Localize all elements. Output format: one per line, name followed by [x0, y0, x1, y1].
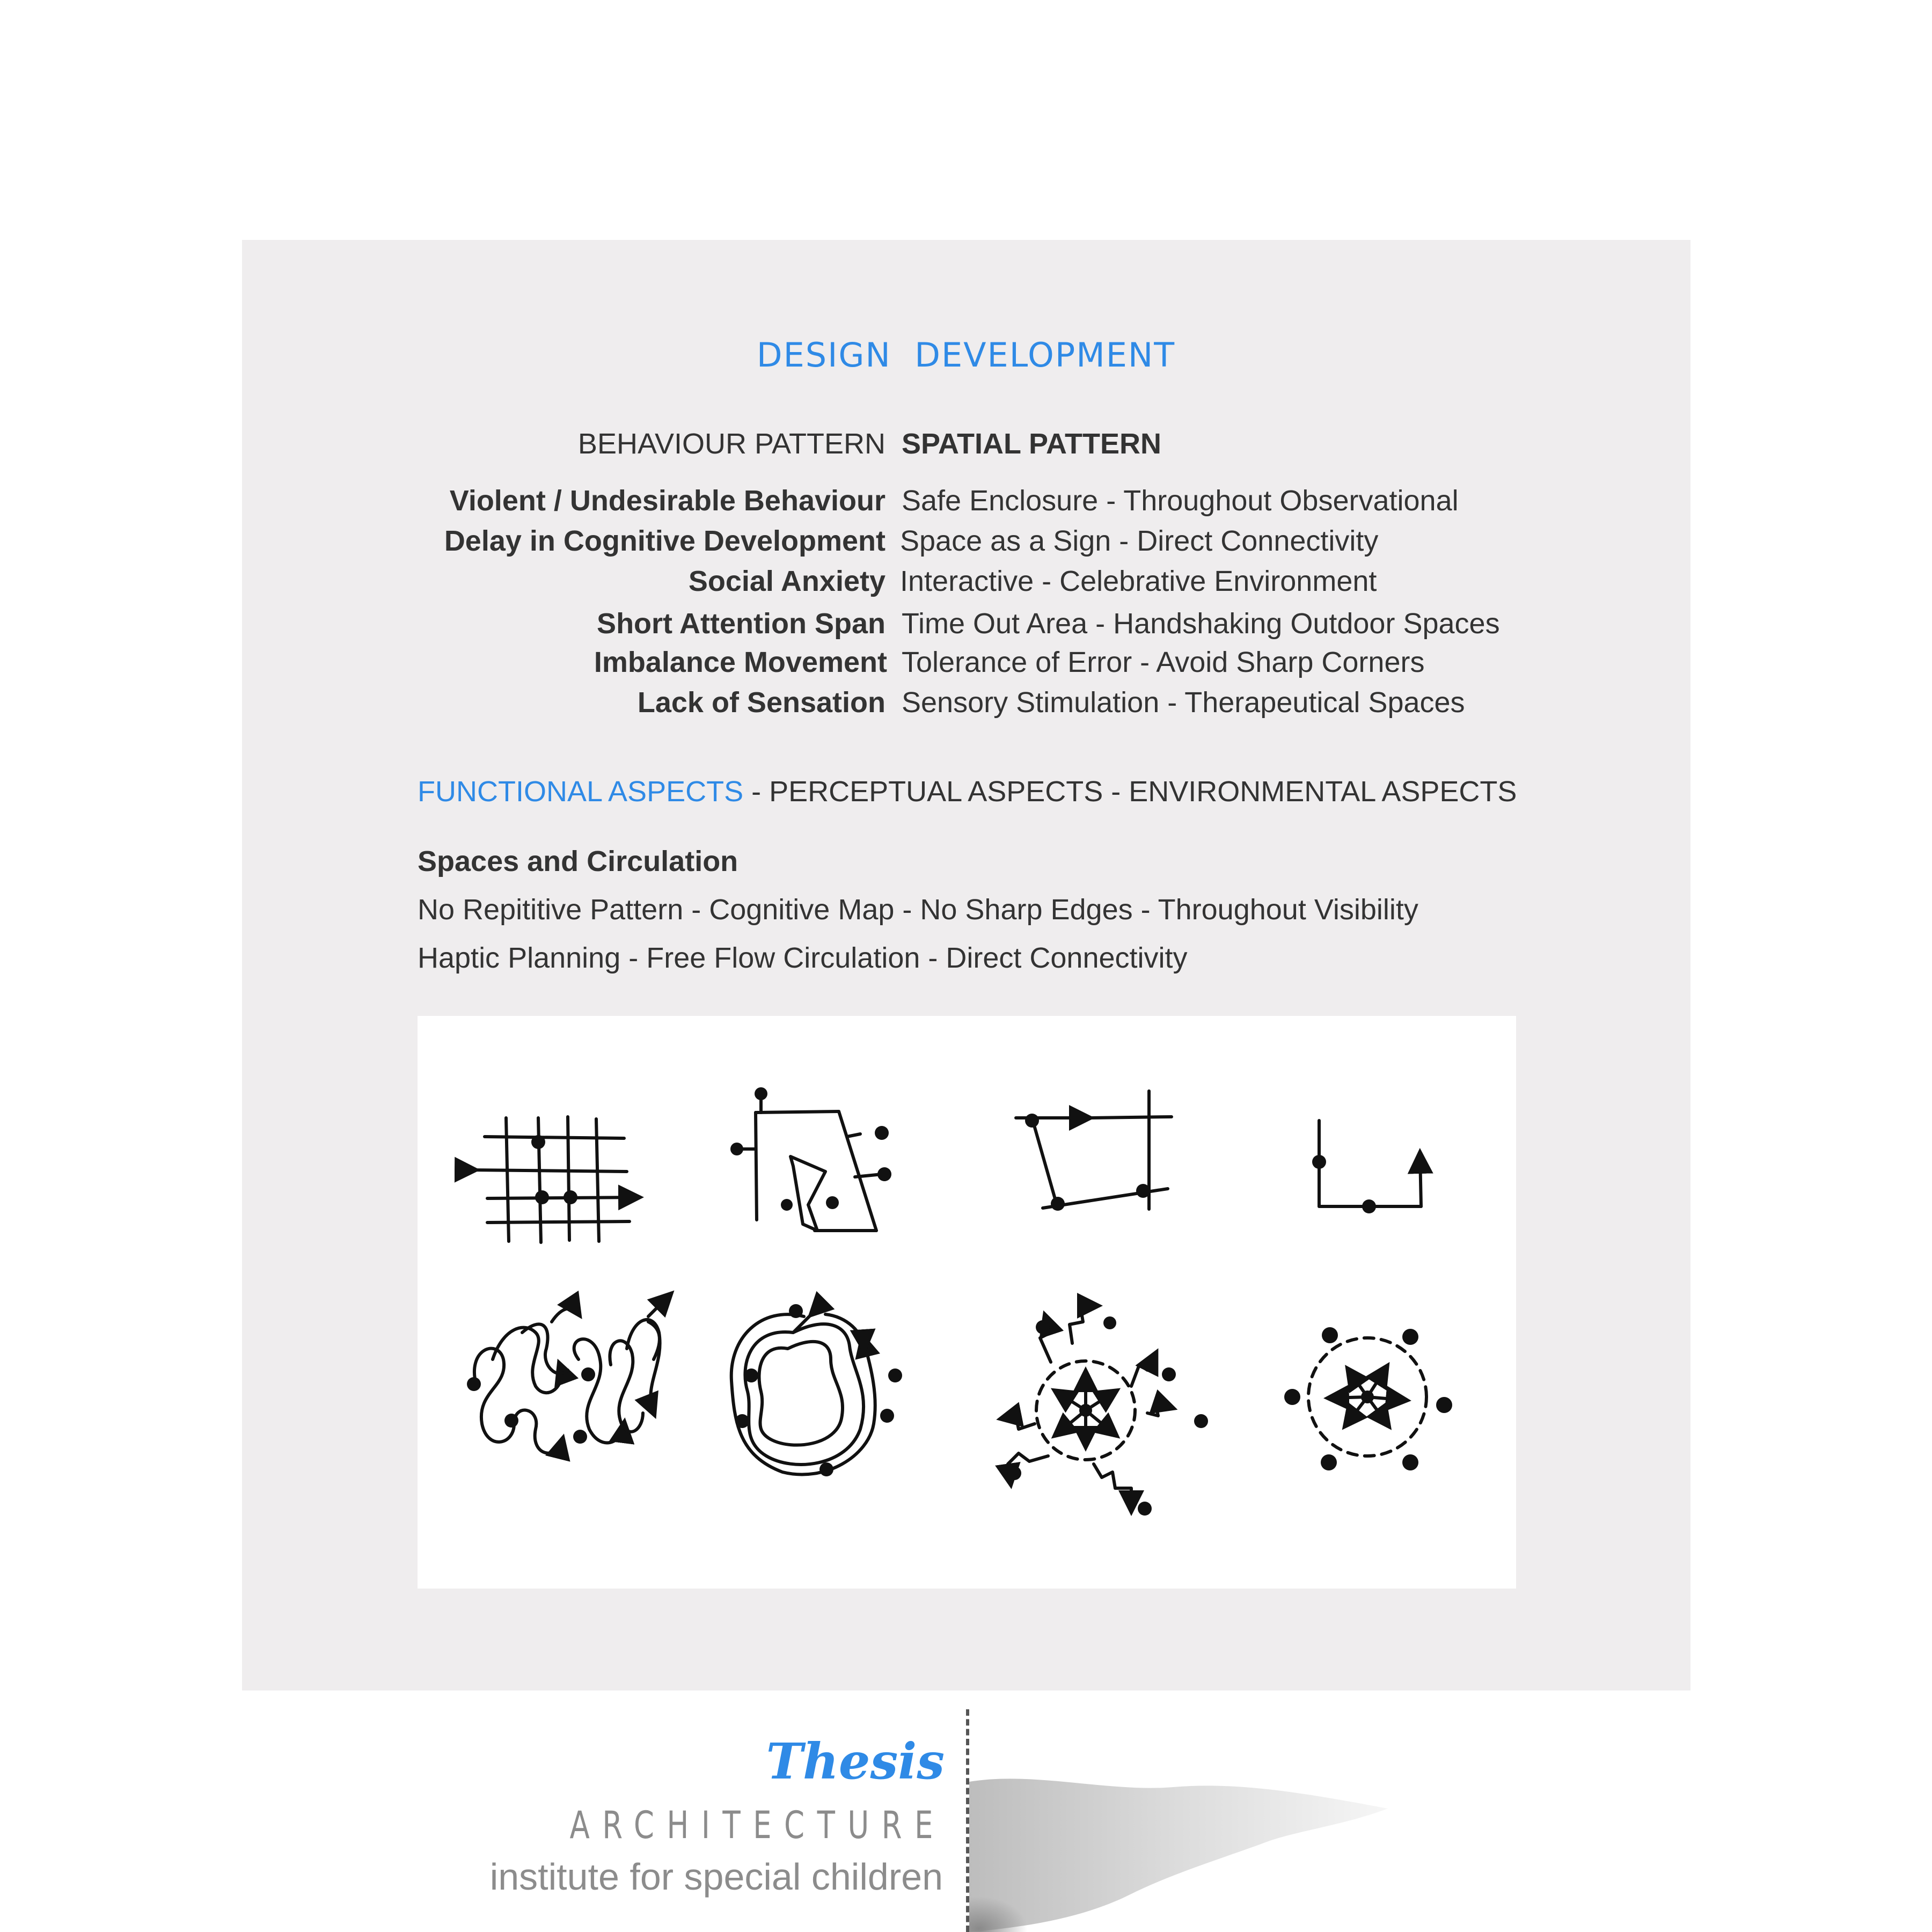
behaviour-pattern-header: BEHAVIOUR PATTERN — [577, 428, 885, 460]
radial-zigzag-sketch — [1002, 1306, 1208, 1516]
spatial-label: Space as a Sign - Direct Connectivity — [900, 525, 1379, 557]
functional-aspects-label: FUNCTIONAL ASPECTS — [418, 775, 744, 808]
quadrilateral-sketch — [1016, 1091, 1172, 1211]
behaviour-label: Short Attention Span — [597, 608, 885, 640]
free-flow-sketch — [467, 1295, 670, 1453]
spatial-pattern-header: SPATIAL PATTERN — [902, 428, 1161, 460]
pattern-row — [0, 602, 1932, 645]
pattern-row — [0, 681, 1932, 724]
aspects-heading — [418, 773, 1517, 810]
spatial-label: Tolerance of Error - Avoid Sharp Corners — [902, 646, 1425, 678]
grid-sketch — [474, 1117, 638, 1242]
pattern-row — [0, 479, 1932, 522]
thesis-logo-text: Thesis — [766, 1732, 945, 1790]
spatial-label: Safe Enclosure - Throughout Observational — [902, 485, 1459, 517]
organic-loops-sketch — [731, 1304, 902, 1476]
pattern-row — [0, 641, 1932, 684]
pattern-row — [0, 560, 1932, 603]
behaviour-label: Imbalance Movement — [594, 646, 887, 678]
behaviour-label: Lack of Sensation — [637, 686, 885, 719]
spatial-label: Interactive - Celebrative Environment — [900, 565, 1377, 597]
spatial-label: Sensory Stimulation - Therapeutical Spaces — [902, 686, 1465, 719]
pattern-row — [0, 519, 1932, 562]
spatial-label: Time Out Area - Handshaking Outdoor Spaces — [902, 608, 1500, 640]
institute-label: institute for special children — [489, 1856, 943, 1898]
enclosure-sketch — [730, 1087, 891, 1231]
spaces-line-2: Haptic Planning - Free Flow Circulation - Direct Connectivity — [418, 942, 1188, 974]
page-title: DESIGN DEVELOPMENT — [756, 335, 1176, 375]
other-aspects-label: - PERCEPTUAL ASPECTS - ENVIRONMENTAL ASPECTS — [743, 775, 1517, 808]
u-shape-sketch — [1312, 1121, 1421, 1213]
behaviour-label: Social Anxiety — [688, 565, 885, 597]
behaviour-label: Delay in Cognitive Development — [444, 525, 885, 557]
circulation-sketches — [418, 1016, 1516, 1589]
radial-arrows-sketch — [1284, 1327, 1452, 1470]
spaces-line-1: No Repititive Pattern - Cognitive Map - No Sharp Edges - Throughout Visibility — [418, 894, 1418, 926]
spaces-circulation-title: Spaces and Circulation — [418, 845, 738, 877]
architecture-label: ARCHITECTURE — [569, 1803, 946, 1847]
behaviour-label: Violent / Undesirable Behaviour — [449, 485, 885, 517]
pattern-header-row — [0, 422, 1932, 465]
ink-wash-graphic — [969, 1760, 1409, 1932]
